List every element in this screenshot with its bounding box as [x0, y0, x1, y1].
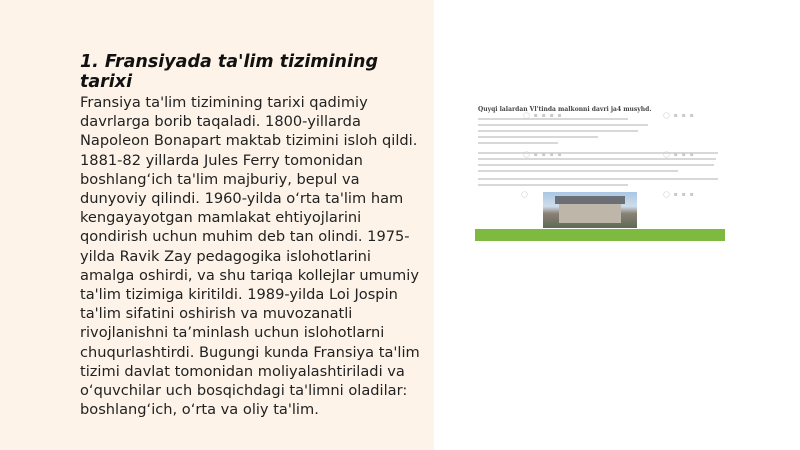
watermark: ◯ ▪ ▪ ▪: [663, 191, 695, 198]
watermark: ◯ ▪ ▪ ▪: [663, 112, 695, 119]
slide-title: 1. Fransiyada ta'lim tizimining tarixi: [80, 52, 378, 92]
text-line: [478, 170, 678, 172]
building-shape: [559, 201, 621, 223]
document-thumbnail: [475, 104, 725, 242]
watermark: ◯ ▪ ▪ ▪ ▪: [523, 151, 563, 158]
text-line: [478, 158, 716, 160]
watermark: ◯ ▪ ▪ ▪: [663, 151, 695, 158]
text-line: [478, 184, 628, 186]
text-line: [478, 136, 598, 138]
roof-shape: [555, 196, 625, 204]
watermark: ◯: [521, 191, 529, 198]
thumbnail-caption: Quyqi lalardan Vl'tinda malkonni davri ja4 musyhd.: [478, 106, 652, 113]
green-footer-bar: [475, 229, 725, 241]
building-photo: [543, 192, 637, 228]
text-line: [478, 178, 718, 180]
text-line: [478, 142, 558, 144]
text-line: [478, 124, 648, 126]
text-line: [478, 164, 714, 166]
slide-body-text: Fransiya ta'lim tizimining tarixi qadimiy davrlarga borib taqaladi. 1800-yillarda Napoleon Bonapart maktab tizimini isloh qildi. 1881-82 yillarda Jules Ferry tomonidan boshlang‘ich ta'lim majburiy, bepul va dunyoviy qilindi. 1960-yilda o‘rta ta'lim ham kengayayotgan mamlakat ehtiyojlarini qondirish uchun muhim deb tan olindi. 1975-yilda Ravik Zay pedagogika islohotlarini amalga oshirdi, va shu tariqa kollejlar umumiy ta'lim tizimiga kiritildi. 1989-yilda Loi Jospin ta'lim sifatini oshirish va muvozanatli rivojlanishni ta’minlash uchun islohotlarni chuqurlashtirdi. Bugungi kunda Fransiya ta'lim tizimi davlat tomonidan moliyalashtiriladi va o‘quvchilar uch bosqichdagi ta'limni oladilar: boshlang‘ich, o‘rta va oliy ta'lim.: [80, 94, 420, 419]
watermark: ◯ ▪ ▪ ▪ ▪: [523, 112, 563, 119]
text-line: [478, 130, 638, 132]
